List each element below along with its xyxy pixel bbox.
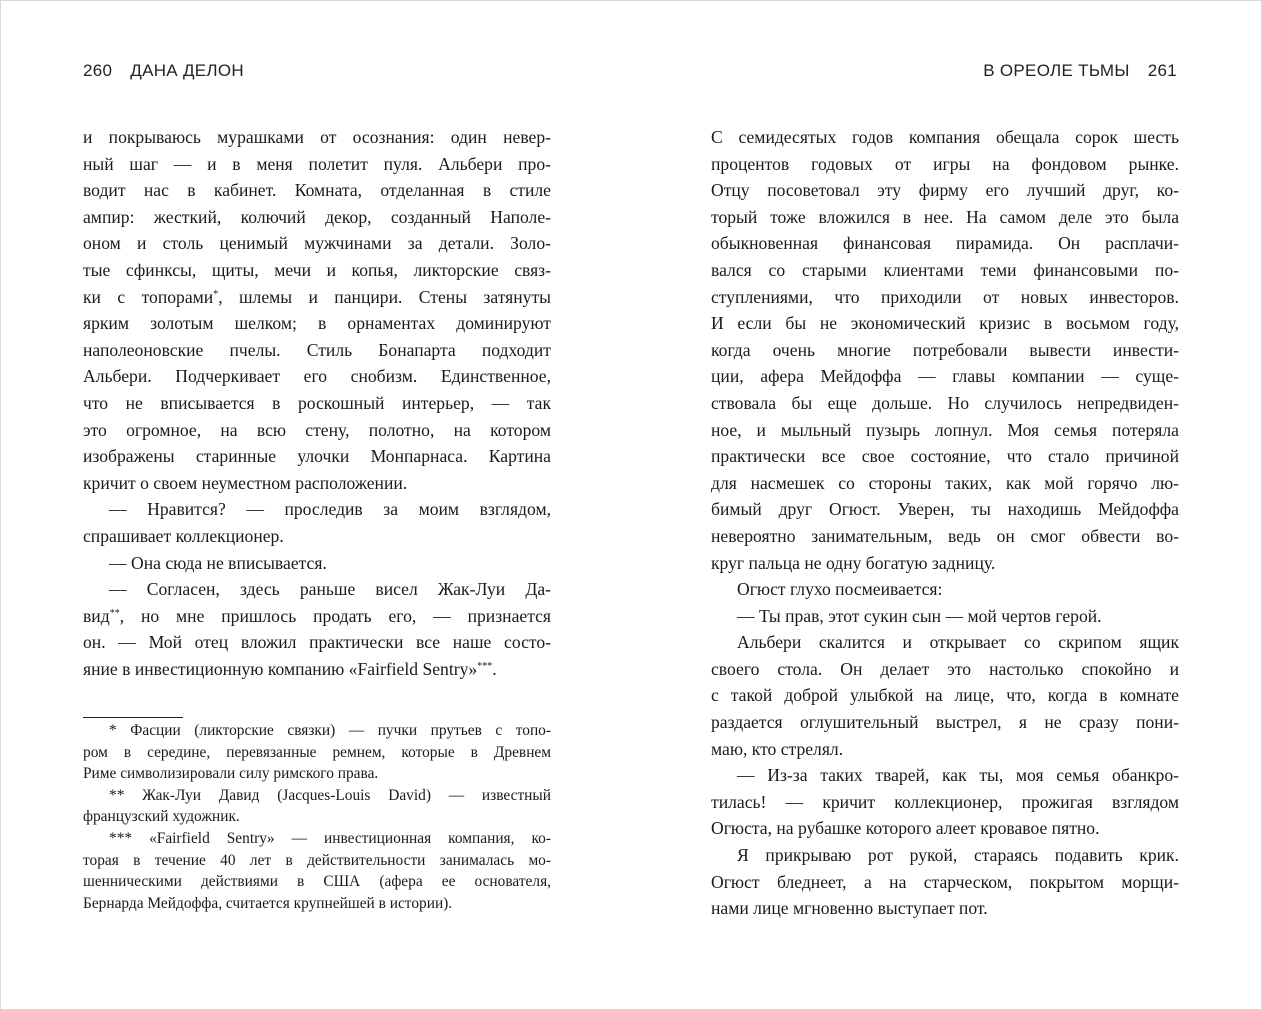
- left-text-line: [83, 576, 551, 603]
- line-text: — Из-за таких тварей, как ты, моя семья обанкро-: [737, 765, 1179, 786]
- line-text: Огюст глухо посмеивается:: [737, 579, 943, 600]
- line-text-continued: , шлемы и панцири. Стены затянуты: [218, 286, 551, 307]
- footnote-line: [83, 850, 551, 872]
- left-text-line: [83, 470, 551, 497]
- right-running-head: [983, 61, 1177, 81]
- right-text-line: [711, 390, 1179, 417]
- right-text-line: [711, 656, 1179, 683]
- line-text: нами лице мгновенно выступает пот.: [711, 898, 988, 919]
- footnote-marker: *: [213, 288, 219, 300]
- line-text: ** Жак-Луи Давид (Jacques-Louis David) — известный: [109, 786, 551, 804]
- line-text: бимый друг Огюст. Уверен, ты находишь Мейдоффа: [711, 499, 1179, 520]
- line-text: раздается оглушительный выстрел, я не сразу пони-: [711, 712, 1179, 733]
- line-text: *** «Fairfield Sentry» — инвестиционная компания, ко-: [109, 829, 551, 847]
- line-text: практически все свое состояние, что стало причиной: [711, 446, 1179, 467]
- footnote-marker: **: [109, 607, 120, 619]
- footnote-line: [83, 806, 551, 828]
- line-text: маю, кто стрелял.: [711, 738, 844, 759]
- line-text: он. — Мой отец вложил практически все наше состо-: [83, 632, 551, 653]
- right-text-line: [711, 762, 1179, 789]
- line-text-continued: , но мне пришлось продать его, — признается: [119, 605, 551, 626]
- left-text-line: [83, 523, 551, 550]
- left-text-line: [83, 629, 551, 656]
- left-text-line: [83, 310, 551, 337]
- line-text: * Фасции (ликторские связки) — пучки прутьев с топо-: [109, 722, 551, 739]
- right-text-line: [711, 204, 1179, 231]
- line-text: — Ты прав, этот сукин сын — мой чертов герой.: [737, 605, 1102, 626]
- right-text-line: [711, 151, 1179, 178]
- right-text-line: [711, 550, 1179, 577]
- line-text: шенническими действиями в США (афера ее основателя,: [83, 873, 551, 891]
- right-page-text: [711, 124, 1179, 922]
- left-text-line: [83, 550, 551, 577]
- right-text-line: [711, 842, 1179, 869]
- right-text-line: [711, 629, 1179, 656]
- right-page-number: 261: [1147, 61, 1177, 80]
- right-text-line: [711, 417, 1179, 444]
- line-text: тилась! — кричит коллекционер, прожигая взглядом: [711, 791, 1179, 812]
- line-text: ступлениями, что приходили от новых инвесторов.: [711, 286, 1179, 307]
- line-text: водит нас в кабинет. Комната, отделанная в стиле: [83, 180, 551, 201]
- left-text-line: [83, 656, 551, 683]
- left-text-line: [83, 363, 551, 390]
- line-text: — Она сюда не вписывается.: [109, 552, 327, 573]
- right-book-title: В ОРЕОЛЕ ТЬМЫ: [983, 61, 1130, 80]
- right-text-line: [711, 363, 1179, 390]
- right-text-line: [711, 682, 1179, 709]
- left-author-name: ДАНА ДЕЛОН: [130, 61, 244, 80]
- left-text-line: [83, 603, 551, 630]
- line-text: спрашивает коллекционер.: [83, 525, 284, 546]
- right-text-line: [711, 709, 1179, 736]
- right-text-line: [711, 789, 1179, 816]
- right-text-line: [711, 523, 1179, 550]
- line-text: И если бы не экономический кризис в восьмом году,: [711, 313, 1179, 334]
- footnote-line: [83, 871, 551, 893]
- line-text: кричит о своем неуместном расположении.: [83, 472, 408, 493]
- right-text-line: [711, 576, 1179, 603]
- line-text: это огромное, на всю стену, полотно, на котором: [83, 419, 551, 440]
- line-text: ром в середине, перевязанные ремнем, которые в Древнем: [83, 743, 551, 761]
- line-text: Огюст бледнеет, а на старческом, покрытом морщи-: [711, 871, 1179, 892]
- left-text-line: [83, 496, 551, 523]
- line-text: Альбери скалится и открывает со скрипом ящик: [737, 632, 1179, 653]
- right-text-line: [711, 736, 1179, 763]
- line-text: ный шаг — и в меня полетит пуля. Альбери про-: [83, 153, 551, 174]
- line-text: Бернарда Мейдоффа, считается крупнейшей в истории).: [83, 894, 453, 912]
- left-text-line: [83, 230, 551, 257]
- footnote-line: [83, 742, 551, 764]
- right-text-line: [711, 496, 1179, 523]
- line-text: Огюста, на рубашке которого алеет кровавое пятно.: [711, 818, 1100, 839]
- right-text-line: [711, 124, 1179, 151]
- line-text: для насмешек со стороны таких, как мой горячо лю-: [711, 472, 1179, 493]
- line-text: изображены старинные улочки Монпарнаса. Картина: [83, 446, 551, 467]
- left-running-head: [83, 61, 244, 81]
- line-text: тые сфинксы, щиты, мечи и копья, ликторские связ-: [83, 259, 551, 280]
- left-page-number: 260: [83, 61, 113, 80]
- line-text: С семидесятых годов компания обещала сорок шесть: [711, 127, 1179, 147]
- line-text: вид: [83, 605, 110, 626]
- line-text: невероятно занимательным, ведь он смог обвести во-: [711, 525, 1179, 546]
- right-text-line: [711, 284, 1179, 311]
- line-text-continued: .: [492, 658, 497, 679]
- right-text-line: [711, 230, 1179, 257]
- line-text: ампир: жесткий, колючий декор, созданный Наполе-: [83, 206, 551, 227]
- right-text-line: [711, 895, 1179, 922]
- line-text: ки с топорами: [83, 286, 214, 307]
- line-text: Я прикрываю рот рукой, стараясь подавить крик.: [737, 845, 1179, 866]
- right-text-line: [711, 257, 1179, 284]
- line-text: своего стола. Он делает это настолько спокойно и: [711, 658, 1179, 679]
- line-text: круг пальца не одну богатую задницу.: [711, 552, 996, 573]
- right-text-line: [711, 815, 1179, 842]
- line-text: Альбери. Подчеркивает его снобизм. Единственное,: [83, 366, 551, 387]
- line-text: и покрываюсь мурашками от осознания: один невер-: [83, 127, 551, 147]
- line-text: наполеоновские пчелы. Стиль Бонапарта подходит: [83, 339, 551, 360]
- right-text-line: [711, 443, 1179, 470]
- line-text: процентов годовых от игры на фондовом рынке.: [711, 153, 1179, 174]
- line-text: что не вписывается в роскошный интерьер, — так: [83, 392, 551, 413]
- footnote-line: [83, 763, 551, 785]
- left-text-line: [83, 443, 551, 470]
- line-text: вался со старыми клиентами теми финансовыми по-: [711, 259, 1179, 280]
- footnote-line: [83, 828, 551, 850]
- right-text-line: [711, 470, 1179, 497]
- right-text-line: [711, 337, 1179, 364]
- right-text-line: [711, 310, 1179, 337]
- left-text-line: [83, 417, 551, 444]
- left-page-text: [83, 124, 551, 682]
- line-text: французский художник.: [83, 808, 240, 826]
- left-text-line: [83, 337, 551, 364]
- line-text: торый тоже вложился в нее. На самом деле это была: [711, 206, 1179, 227]
- line-text: торая в течение 40 лет в действительности занималась мо-: [83, 851, 551, 869]
- left-text-line: [83, 177, 551, 204]
- line-text: когда очень многие потребовали вывести инвести-: [711, 339, 1179, 360]
- line-text: яние в инвестиционную компанию «Fairfield Sentry»: [83, 658, 478, 679]
- line-text: — Нравится? — проследив за моим взглядом,: [109, 499, 551, 520]
- left-text-line: [83, 204, 551, 231]
- line-text: ствовала бы еще дольше. Но случилось непредвиден-: [711, 392, 1179, 413]
- footnote-marker: ***: [477, 660, 493, 672]
- line-text: оном и столь ценимый мужчинами за детали. Золо-: [83, 233, 551, 254]
- left-text-line: [83, 124, 551, 151]
- left-text-line: [83, 257, 551, 284]
- right-text-line: [711, 177, 1179, 204]
- footnote-line: [83, 720, 551, 742]
- left-text-line: [83, 151, 551, 178]
- line-text: ярким золотым шелком; в орнаментах доминируют: [83, 313, 551, 334]
- footnote-line: [83, 785, 551, 807]
- line-text: обыкновенная финансовая пирамида. Он расплачи-: [711, 233, 1179, 254]
- line-text: Отцу посоветовал эту фирму его лучший друг, ко-: [711, 180, 1179, 201]
- footnote-line: [83, 893, 551, 915]
- line-text: — Согласен, здесь раньше висел Жак-Луи Да-: [109, 579, 551, 600]
- right-text-line: [711, 869, 1179, 896]
- left-text-line: [83, 284, 551, 311]
- line-text: Риме символизировали силу римского права.: [83, 765, 379, 783]
- line-text: с такой доброй улыбкой на лице, что, когда в комнате: [711, 685, 1179, 706]
- footnotes: [83, 720, 551, 914]
- line-text: ции, афера Мейдоффа — главы компании — суще-: [711, 366, 1179, 387]
- right-text-line: [711, 603, 1179, 630]
- footnote-separator: [83, 717, 183, 718]
- left-text-line: [83, 390, 551, 417]
- line-text: ное, и мыльный пузырь лопнул. Моя семья потеряла: [711, 419, 1179, 440]
